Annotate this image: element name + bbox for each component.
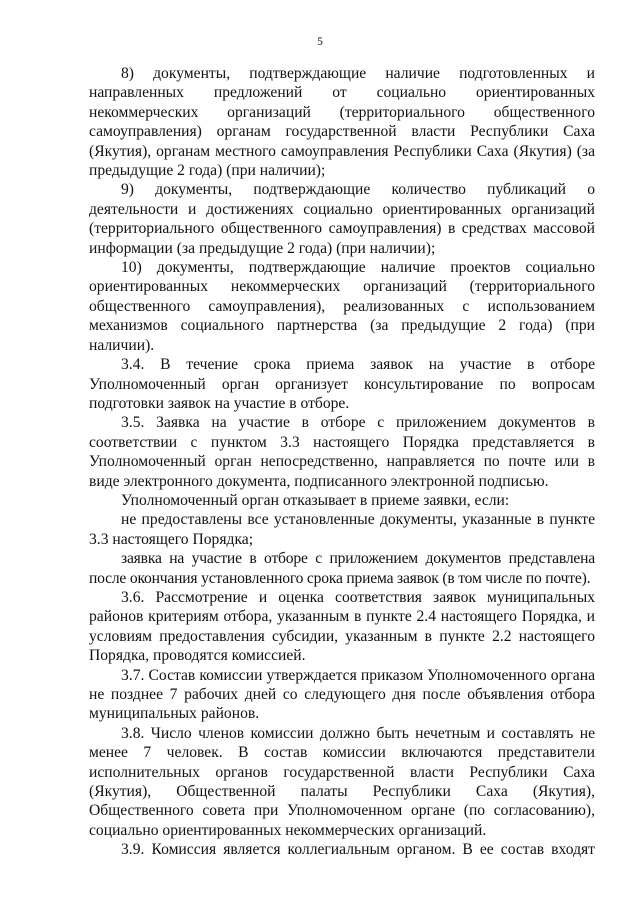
paragraph-3-4: 3.4. В течение срока приема заявок на участие в отборе Уполномоченный орган организует консультирование по вопросам подготовки заявок на участие в отборе. [89,356,595,412]
paragraph-item-8: 8) документы, подтверждающие наличие подготовленных и направленных предложений от социально ориентированных некоммерческих организаций (территориального общественного самоуправления) органам государственной власти Республики Саха (Якутия), органам местного самоуправления Республики Саха (Якутия) (за предыдущие 2 года) (при наличии); [89,65,595,180]
paragraph-3-5: 3.5. Заявка на участие в отборе с приложением документов в соответствии с пунктом 3.3 настоящего Порядка представляется в Уполномоченный орган непосредственно, направляется по почте или в виде электронного документа, подписанного электронной подписью. [89,414,595,490]
paragraph-3-7: 3.7. Состав комиссии утверждается приказом Уполномоченного органа не позднее 7 рабочих дней со следующего дня после объявления отбора муниципальных районов. [89,666,595,723]
paragraph-3-6: 3.6. Рассмотрение и оценка соответствия заявок муниципальных районов критериям отбора, указанным в пункте 2.4 настоящего Порядка, и условиям предоставления субсидии, указанным в пункте 2.2 настоящего Порядка, проводятся комиссией. [89,588,595,665]
paragraph-item-9: 9) документы, подтверждающие количество публикаций о деятельности и достижениях социально ориентированных организаций (территориального общественного самоуправления) в средствах массовой информации (за предыдущие 2 года) (при наличии); [89,181,595,257]
document-body [89,64,595,860]
paragraph-item-10: 10) документы, подтверждающие наличие проектов социально ориентированных некоммерческих организаций (территориального общественного самоуправления), реализованных с использованием механизмов социального партнерства (за предыдущие 2 года) (при наличии). [89,259,595,354]
paragraph-3-9: 3.9. Комиссия является коллегиальным органом. В ее состав входят [121,841,595,859]
paragraph-refusal-intro: Уполномоченный орган отказывает в приеме заявки, если: [121,491,510,509]
paragraph-refusal-reason-1: не предоставлены все установленные документы, указанные в пункте 3.3 настоящего Порядка; [89,511,595,548]
paragraph-3-8: 3.8. Число членов комиссии должно быть нечетным и составлять не менее 7 человек. В состав комиссии включаются представители исполнительных органов государственной власти Республики Саха (Якутия), Общественной палаты Республики Саха (Якутия), Общественного совета при Уполномоченном органе (по согласованию), социально ориентированных некоммерческих организаций. [89,724,595,839]
paragraph-refusal-reason-2: заявка на участие в отборе с приложением документов представлена после окончания установленного срока приема заявок (в том числе по почте). [89,550,595,587]
page-number: 5 [317,36,323,48]
